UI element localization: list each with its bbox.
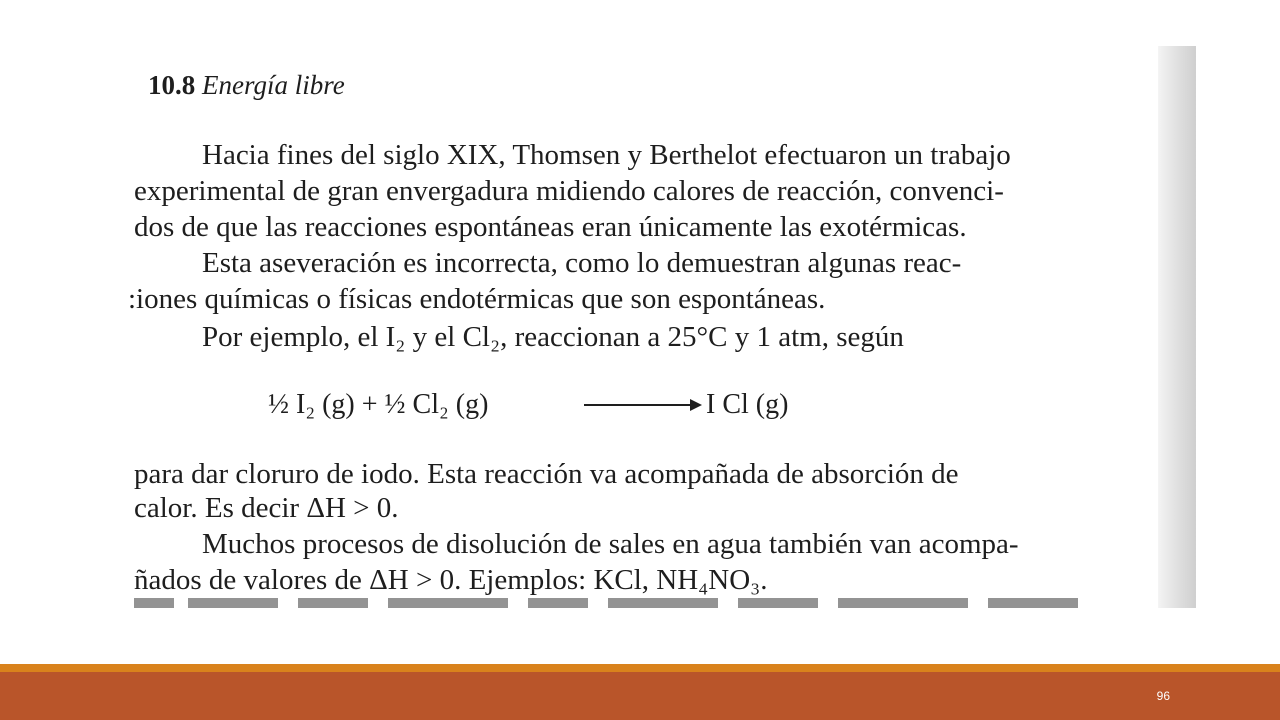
equation-reactants: ½ I₂ (g) + ½ Cl₂ (g) <box>268 389 489 420</box>
reaction-arrow <box>584 404 694 406</box>
paragraph-line: :iones químicas o físicas endotérmicas que son espontáneas. <box>128 283 826 315</box>
reaction-arrow-head <box>690 399 702 411</box>
paragraph-line: para dar cloruro de iodo. Esta reacción va acompañada de absorción de <box>134 458 959 490</box>
paragraph-line: Esta aseveración es incorrecta, como lo demuestran algunas reac- <box>202 247 962 279</box>
cut-off-text-line <box>128 598 1196 608</box>
section-number: 10.8 <box>148 70 196 100</box>
paragraph-line: Hacia fines del siglo XIX, Thomsen y Berthelot efectuaron un trabajo <box>202 139 1011 171</box>
footer-accent-line <box>0 664 1280 672</box>
paragraph-line: Por ejemplo, el I₂ y el Cl₂, reaccionan a 25°C y 1 atm, según <box>202 321 904 353</box>
paragraph-line: ñados de valores de ΔH > 0. Ejemplos: KCl, NH₄NO₃. <box>134 564 768 596</box>
paragraph-line: dos de que las reacciones espontáneas eran únicamente las exotérmicas. <box>134 211 967 243</box>
equation-product: I Cl (g) <box>706 389 789 420</box>
paragraph-line: experimental de gran envergadura midiendo calores de reacción, convenci- <box>134 175 1004 207</box>
section-title: Energía libre <box>202 70 345 100</box>
page-number: 96 <box>1156 689 1170 703</box>
footer-bar <box>0 672 1280 720</box>
paragraph-line: Muchos procesos de disolución de sales en agua también van acompa- <box>202 528 1019 560</box>
scanned-page <box>128 46 1196 608</box>
section-heading <box>148 72 345 99</box>
paragraph-line: calor. Es decir ΔH > 0. <box>134 492 399 524</box>
page-binding-shadow <box>1158 46 1196 608</box>
